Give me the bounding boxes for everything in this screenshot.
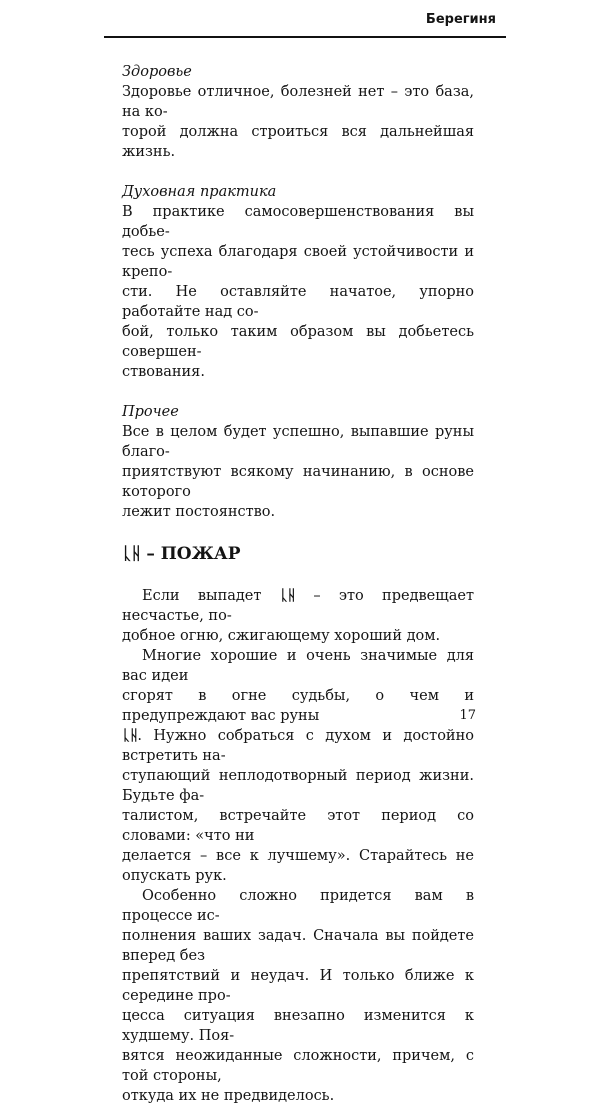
text-line: откуда их не предвиделось.: [122, 1088, 335, 1104]
text-line: полнения ваших задач. Сначала вы пойдете вперед без: [122, 928, 474, 964]
paragraph-fire-3: [122, 886, 474, 1106]
paragraph-health: [122, 82, 474, 162]
text-line: сти. Не оставляйте начатое, упорно работайте над со-: [122, 284, 474, 320]
header-rule: [104, 36, 506, 38]
running-title: Берегиня: [425, 12, 496, 27]
text-line: Если выпадет ᚳᚺ – это предвещает несчастье, по-: [122, 588, 474, 624]
paragraph-spiritual: [122, 202, 474, 382]
text-line: торой должна строиться вся дальнейшая жизнь.: [122, 124, 474, 160]
text-line: цесса ситуация внезапно изменится к худшему. Поя-: [122, 1008, 474, 1044]
text-line: Многие хорошие и очень значимые для вас идеи: [122, 648, 474, 684]
text-line: приятствуют всякому начинанию, в основе которого: [122, 464, 474, 500]
text-line: добное огню, сжигающему хороший дом.: [122, 628, 441, 644]
text-line: бой, только таким образом вы добьетесь совершен-: [122, 324, 474, 360]
page-body: [122, 62, 474, 1106]
subheading-other: Прочее: [122, 404, 179, 420]
rune-icon: ᚳᚺ: [279, 588, 296, 604]
text-line: Все в целом будет успешно, выпавшие руны благо-: [122, 424, 474, 460]
text-line: препятствий и неудач. И только ближе к середине про-: [122, 968, 474, 1004]
text-line: талистом, встречайте этот период со словами: «что ни: [122, 808, 474, 844]
text-line: Особенно сложно придется вам в процессе ис-: [122, 888, 474, 924]
rune-heading: [122, 542, 474, 566]
text-line: тесь успеха благодаря своей устойчивости и крепо-: [122, 244, 474, 280]
text-line: сгорят в огне судьбы, о чем и предупреждают вас руны: [122, 688, 474, 724]
rune-icon: ᚳᚺ: [122, 544, 141, 564]
text-line: делается – все к лучшему». Старайтесь не опускать рук.: [122, 848, 474, 884]
text-line: В практике самосовершенствования вы добье-: [122, 204, 474, 240]
text-line: Здоровье отличное, болезней нет – это база, на ко-: [122, 84, 474, 120]
subheading-health: Здоровье: [122, 64, 192, 80]
paragraph-other: [122, 422, 474, 522]
text-line: лежит постоянство.: [122, 504, 276, 520]
text-line: вятся неожиданные сложности, причем, с той стороны,: [122, 1048, 474, 1084]
text-line: ступающий неплодотворный период жизни. Будьте фа-: [122, 768, 474, 804]
text-line: ствования.: [122, 364, 205, 380]
paragraph-fire-1: [122, 586, 474, 646]
subheading-spiritual: Духовная практика: [122, 184, 277, 200]
rune-heading-text: – ПОЖАР: [146, 544, 241, 564]
paragraph-fire-2: [122, 646, 474, 886]
text-line: ᚳᚺ. Нужно собраться с духом и достойно встретить на-: [122, 728, 474, 764]
rune-icon: ᚳᚺ: [122, 728, 138, 744]
page-number: 17: [459, 708, 476, 723]
